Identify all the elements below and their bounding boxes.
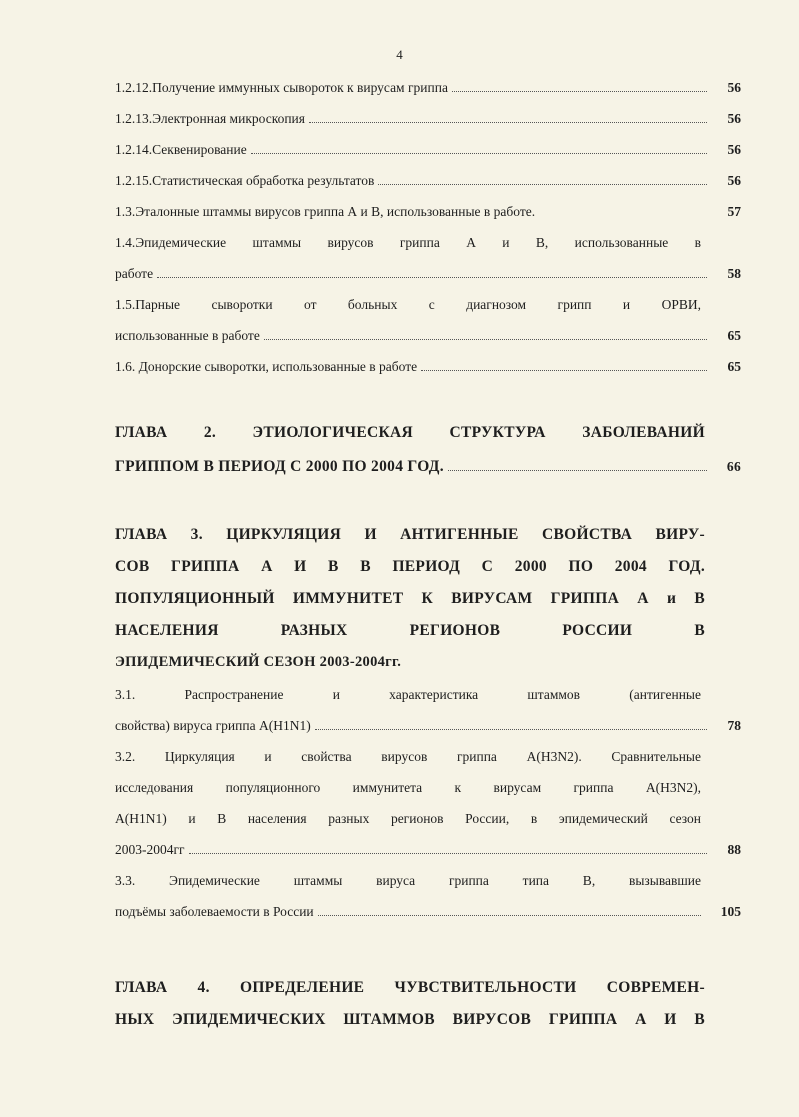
- toc-entry-text-line: исследования популяционного иммунитета к вирусам гриппа А(H3N2),: [115, 780, 701, 795]
- toc-entry-text: свойства) вируса гриппа А(H1N1): [115, 718, 311, 733]
- toc-entry-page: 88: [727, 842, 741, 857]
- dot-leader: [251, 153, 707, 154]
- toc-entry-page: 65: [727, 328, 741, 343]
- toc-entry-text: 1.2.12.Получение иммунных сывороток к вирусам гриппа: [115, 80, 448, 95]
- chapter-heading-line: НЫХ ЭПИДЕМИЧЕСКИХ ШТАММОВ ВИРУСОВ ГРИППА А И В: [115, 1011, 705, 1028]
- toc-entry-page: 56: [727, 111, 741, 126]
- toc-entry: [115, 714, 741, 738]
- chapter-heading-line: ПОПУЛЯЦИОННЫЙ ИММУНИТЕТ К ВИРУСАМ ГРИППА А и В: [115, 590, 705, 607]
- toc-entry: [115, 324, 741, 348]
- chapter-heading-line: СОВ ГРИППА А И В В ПЕРИОД С 2000 ПО 2004 ГОД.: [115, 558, 705, 575]
- toc-entry-text-line: 1.4.Эпидемические штаммы вирусов гриппа А и В, использованные в: [115, 235, 701, 250]
- toc-entry: [115, 138, 741, 162]
- chapter-heading-text: ГРИППОМ В ПЕРИОД С 2000 ПО 2004 ГОД.: [115, 458, 444, 475]
- toc-entry-text: работе: [115, 266, 154, 281]
- toc-entry: [115, 76, 741, 100]
- dot-leader: [264, 339, 707, 340]
- toc-entry: [115, 900, 741, 924]
- dot-leader: [189, 853, 707, 854]
- toc-entry-text-line: 3.3. Эпидемические штаммы вируса гриппа типа В, вызывавшие: [115, 873, 701, 888]
- dot-leader: [452, 91, 707, 92]
- dot-leader: [315, 729, 707, 730]
- toc-entry: [115, 169, 741, 193]
- toc-entry-page: 65: [727, 359, 741, 374]
- toc-entry: [115, 200, 741, 224]
- toc-entry-text: 1.6. Донорские сыворотки, использованные в работе: [115, 359, 418, 374]
- chapter-heading-entry: [115, 452, 741, 482]
- toc-entry-text: 2003-2004гг: [115, 842, 185, 857]
- toc-entry-page: 105: [720, 904, 741, 919]
- chapter-page: 66: [726, 459, 741, 474]
- toc-entry-page: 57: [727, 204, 741, 219]
- toc-entry-text-line: 3.2. Циркуляция и свойства вирусов гриппа А(H3N2). Сравнительные: [115, 749, 701, 764]
- toc-entry-page: 58: [727, 266, 741, 281]
- toc-entry-text-line: 3.1. Распространение и характеристика штаммов (антигенные: [115, 687, 701, 702]
- toc-entry-text: 1.2.15.Статистическая обработка результатов: [115, 173, 375, 188]
- toc-entry-page: 56: [727, 80, 741, 95]
- toc-entry-page: 78: [727, 718, 741, 733]
- toc-entry-text: 1.2.13.Электронная микроскопия: [115, 111, 305, 126]
- toc-entry: [115, 355, 741, 379]
- toc-entry: [115, 838, 741, 862]
- dot-leader: [421, 370, 707, 371]
- toc-entry-text: использованные в работе: [115, 328, 260, 343]
- toc-entry-page: 56: [727, 142, 741, 157]
- toc-entry-text-line: 1.5.Парные сыворотки от больных с диагнозом грипп и ОРВИ,: [115, 297, 701, 312]
- chapter-heading-line: НАСЕЛЕНИЯ РАЗНЫХ РЕГИОНОВ РОССИИ В: [115, 622, 705, 639]
- chapter-heading-line: ГЛАВА 3. ЦИРКУЛЯЦИЯ И АНТИГЕННЫЕ СВОЙСТВА ВИРУ-: [115, 526, 705, 543]
- toc-entry-text: подъёмы заболеваемости в России: [115, 904, 314, 919]
- dot-leader: [157, 277, 707, 278]
- dot-leader: [318, 915, 701, 916]
- toc-entry: [115, 262, 741, 286]
- toc-entry-text: 1.2.14.Секвенирование: [115, 142, 247, 157]
- dot-leader: [378, 184, 707, 185]
- toc-entry-text-line: А(H1N1) и В населения разных регионов России, в эпидемический сезон: [115, 811, 701, 826]
- chapter-heading-line: ГЛАВА 2. ЭТИОЛОГИЧЕСКАЯ СТРУКТУРА ЗАБОЛЕВАНИЙ: [115, 424, 705, 441]
- page-number: 4: [396, 47, 403, 62]
- dot-leader: [309, 122, 707, 123]
- toc-entry: [115, 107, 741, 131]
- chapter-heading-line: ЭПИДЕМИЧЕСКИЙ СЕЗОН 2003-2004гг.: [115, 654, 402, 670]
- toc-entry-text: 1.3.Эталонные штаммы вирусов гриппа А и В, использованные в работе.: [115, 204, 536, 219]
- chapter-heading-line: ГЛАВА 4. ОПРЕДЕЛЕНИЕ ЧУВСТВИТЕЛЬНОСТИ СОВРЕМЕН-: [115, 979, 705, 996]
- dot-leader: [448, 470, 707, 471]
- toc-entry-page: 56: [727, 173, 741, 188]
